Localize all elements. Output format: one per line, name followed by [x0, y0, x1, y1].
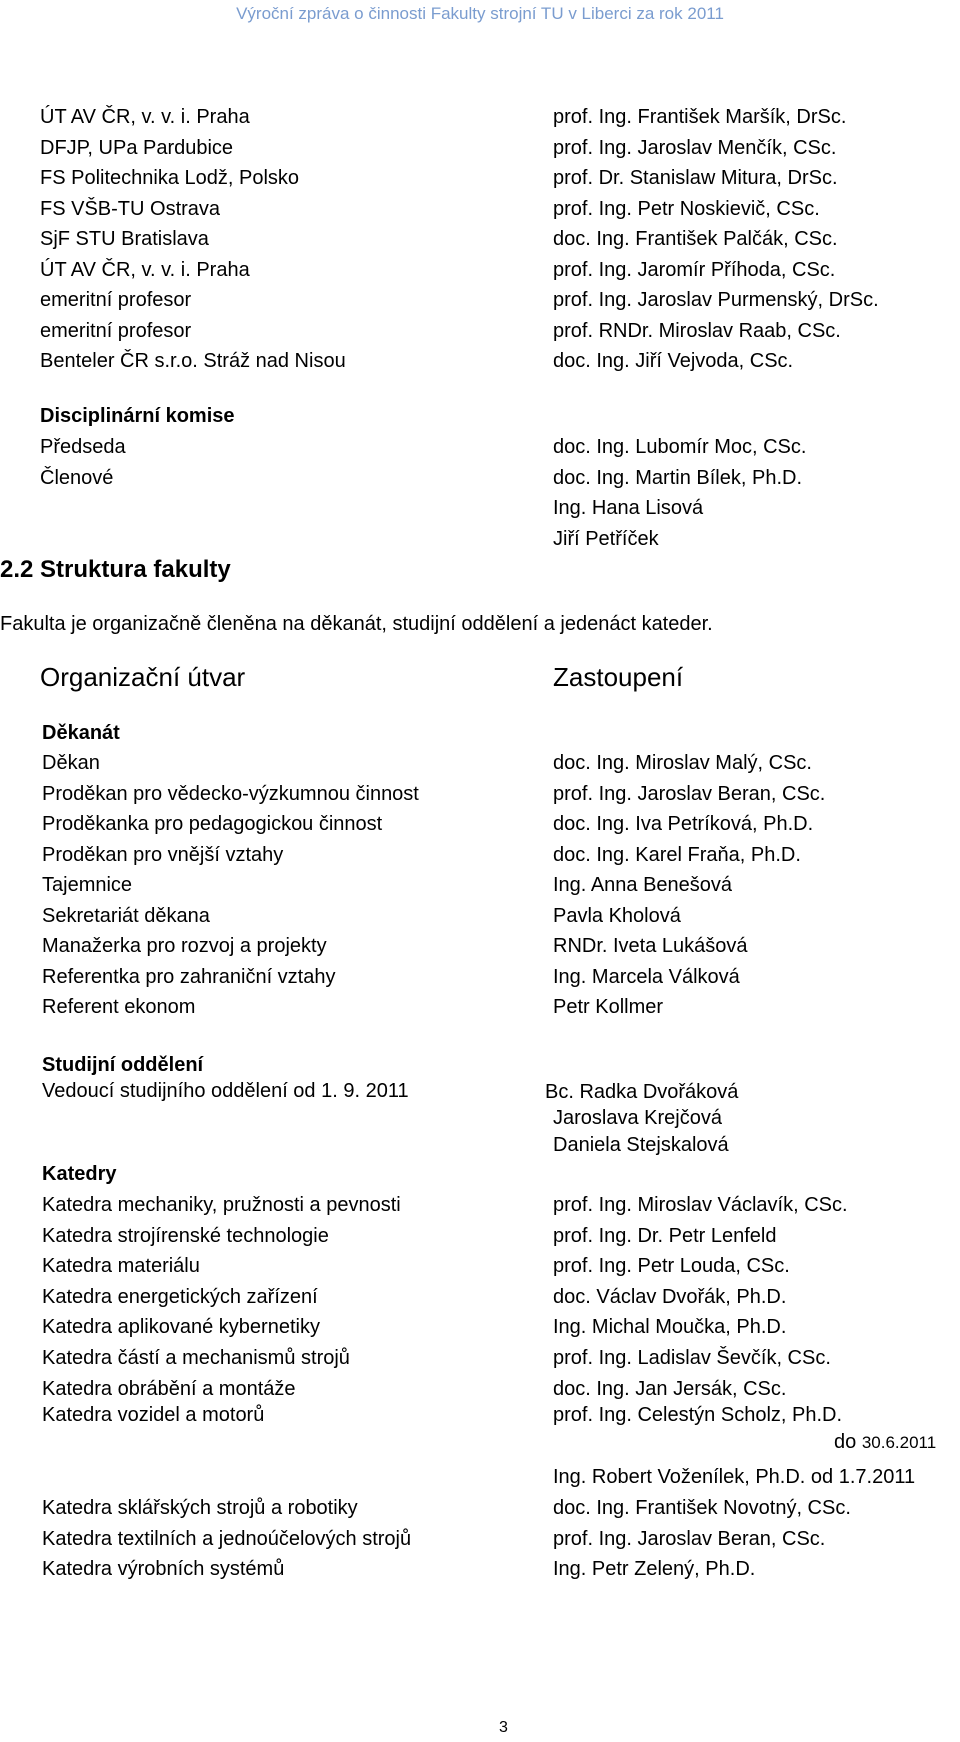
dekanat-title: Děkanát — [42, 722, 120, 744]
dekanat-person: doc. Ing. Iva Petríková, Ph.D. — [553, 813, 814, 835]
dekanat-role: Referentka pro zahraniční vztahy — [42, 966, 336, 988]
running-header: Výroční zpráva o činnosti Fakulty strojní TU v Liberci za rok 2011 — [236, 4, 724, 23]
successor-head: Ing. Robert Voženílek, Ph.D. od 1.7.2011 — [553, 1466, 916, 1488]
chair-label: Předseda — [40, 436, 126, 458]
katedra-name: Katedra materiálu — [42, 1255, 200, 1277]
board-institution: ÚT AV ČR, v. v. i. Praha — [40, 106, 250, 128]
board-institution: emeritní profesor — [40, 289, 192, 311]
disciplinary-chair: doc. Ing. Lubomír Moc, CSc. — [553, 436, 807, 458]
katedra-name: Katedra textilních a jednoúčelových strojů — [42, 1528, 412, 1550]
dekanat-role: Proděkan pro vnější vztahy — [42, 844, 284, 866]
dekanat-role: Sekretariát děkana — [42, 905, 210, 927]
dekanat-role: Tajemnice — [42, 874, 133, 896]
katedra-name: Katedra mechaniky, pružnosti a pevnosti — [42, 1194, 401, 1216]
dekanat-person: Pavla Kholová — [553, 905, 681, 927]
katedra-head: doc. Václav Dvořák, Ph.D. — [553, 1286, 787, 1308]
katedra-name: Katedra výrobních systémů — [42, 1558, 285, 1580]
board-institution: FS Politechnika Lodž, Polsko — [40, 167, 300, 189]
board-institution: emeritní profesor — [40, 320, 192, 342]
board-institution: SjF STU Bratislava — [40, 228, 209, 250]
dekanat-person: RNDr. Iveta Lukášová — [553, 935, 748, 957]
katedra-head: prof. Ing. Jaroslav Beran, CSc. — [553, 1528, 826, 1550]
katedra-head: prof. Ing. Dr. Petr Lenfeld — [553, 1225, 777, 1247]
study-title: Studijní oddělení — [42, 1054, 204, 1076]
board-member: doc. Ing. Jiří Vejvoda, CSc. — [553, 350, 794, 372]
katedra-head: doc. Ing. Jan Jersák, CSc. — [553, 1378, 787, 1400]
members-label: Členové — [40, 467, 114, 489]
katedra-name: Katedra strojírenské technologie — [42, 1225, 329, 1247]
study-person: Daniela Stejskalová — [553, 1134, 729, 1156]
board-member: prof. Ing. Petr Noskievič, CSc. — [553, 198, 820, 220]
katedra-head: Ing. Petr Zelený, Ph.D. — [553, 1558, 756, 1580]
dekanat-role: Referent ekonom — [42, 996, 196, 1018]
dekanat-person: Ing. Marcela Válková — [553, 966, 740, 988]
katedra-name: Katedra sklářských strojů a robotiky — [42, 1497, 358, 1519]
katedra-head: prof. Ing. Miroslav Václavík, CSc. — [553, 1194, 848, 1216]
until-prefix: do — [834, 1431, 862, 1453]
disciplinary-member: doc. Ing. Martin Bílek, Ph.D. — [553, 467, 802, 489]
katedra-name: Katedra aplikované kybernetiky — [42, 1316, 320, 1338]
katedra-name: Katedra vozidel a motorů — [42, 1404, 265, 1426]
dekanat-person: doc. Ing. Miroslav Malý, CSc. — [553, 752, 812, 774]
until-date: 30.6.2011 — [861, 1433, 937, 1452]
katedra-head: prof. Ing. Ladislav Ševčík, CSc. — [553, 1347, 831, 1369]
dekanat-role: Proděkanka pro pedagogickou činnost — [42, 813, 383, 835]
until-note — [834, 1430, 936, 1455]
board-member: prof. RNDr. Miroslav Raab, CSc. — [553, 320, 841, 342]
study-role: Vedoucí studijního oddělení od 1. 9. 2011 — [42, 1080, 409, 1102]
dekanat-role: Proděkan pro vědecko-výzkumnou činnost — [42, 783, 419, 805]
disciplinary-member: Ing. Hana Lisová — [553, 497, 704, 519]
katedra-name: Katedra energetických zařízení — [42, 1286, 318, 1308]
disciplinary-title: Disciplinární komise — [40, 405, 235, 427]
dekanat-person: Ing. Anna Benešová — [553, 874, 733, 896]
dekanat-role: Manažerka pro rozvoj a projekty — [42, 935, 327, 957]
col-unit-heading: Organizační útvar — [40, 662, 246, 692]
page-number: 3 — [499, 1719, 508, 1736]
board-member: doc. Ing. František Palčák, CSc. — [553, 228, 838, 250]
board-member: prof. Ing. Jaroslav Purmenský, DrSc. — [553, 289, 879, 311]
dekanat-person: prof. Ing. Jaroslav Beran, CSc. — [553, 783, 826, 805]
disciplinary-member: Jiří Petříček — [553, 528, 659, 550]
board-member: prof. Ing. Jaromír Příhoda, CSc. — [553, 259, 836, 281]
intro-text: Fakulta je organizačně členěna na děkanát, studijní oddělení a jedenáct kateder. — [0, 613, 713, 635]
dekanat-role: Děkan — [42, 752, 100, 774]
katedra-head: Ing. Michal Moučka, Ph.D. — [553, 1316, 787, 1338]
board-institution: DFJP, UPa Pardubice — [40, 137, 234, 159]
board-member: prof. Ing. Jaroslav Menčík, CSc. — [553, 137, 837, 159]
katedra-name: Katedra obrábění a montáže — [42, 1378, 296, 1400]
dekanat-person: Petr Kollmer — [553, 996, 664, 1018]
board-institution: Benteler ČR s.r.o. Stráž nad Nisou — [40, 350, 346, 372]
katedra-name: Katedra částí a mechanismů strojů — [42, 1347, 350, 1369]
katedra-head: prof. Ing. Celestýn Scholz, Ph.D. — [553, 1404, 843, 1426]
board-institution: FS VŠB-TU Ostrava — [40, 198, 221, 220]
study-person: Jaroslava Krejčová — [553, 1107, 722, 1129]
section-title: 2.2 Struktura fakulty — [0, 556, 231, 583]
dekanat-person: doc. Ing. Karel Fraňa, Ph.D. — [553, 844, 801, 866]
katedra-head: prof. Ing. Petr Louda, CSc. — [553, 1255, 790, 1277]
board-member: prof. Ing. František Maršík, DrSc. — [553, 106, 847, 128]
katedry-title: Katedry — [42, 1163, 117, 1185]
board-member: prof. Dr. Stanislaw Mitura, DrSc. — [553, 167, 838, 189]
katedra-head: doc. Ing. František Novotný, CSc. — [553, 1497, 851, 1519]
board-institution: ÚT AV ČR, v. v. i. Praha — [40, 259, 250, 281]
col-representation-heading: Zastoupení — [553, 662, 684, 692]
study-person: Bc. Radka Dvořáková — [545, 1081, 739, 1103]
